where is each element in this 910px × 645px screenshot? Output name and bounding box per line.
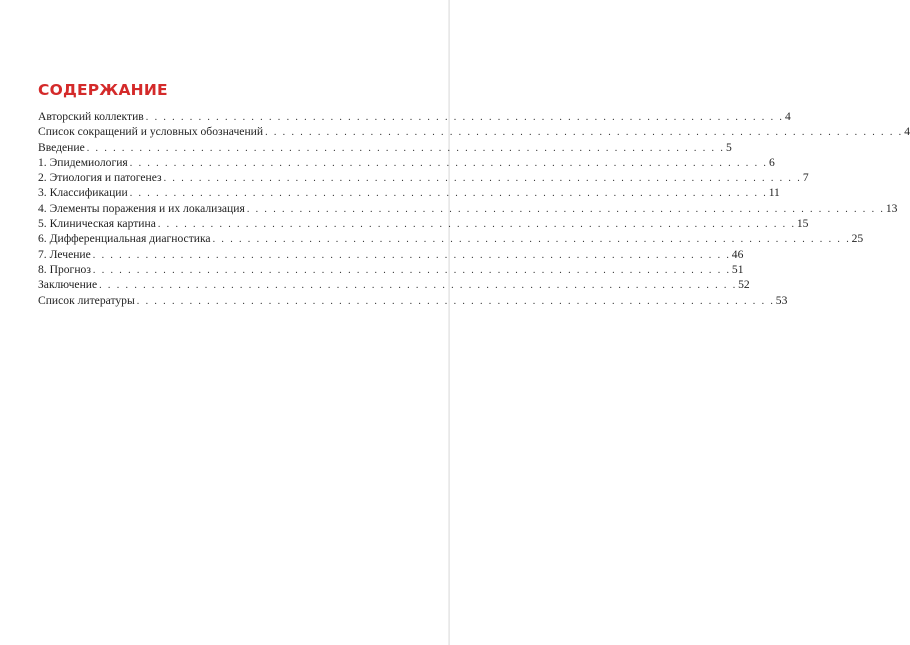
toc-entry xyxy=(38,125,910,140)
toc-entry-label: Введение xyxy=(38,140,85,154)
toc-entry-page-number: 51 xyxy=(731,262,744,276)
toc-entry-label: 2. Этиология и патогенез xyxy=(38,171,162,185)
toc-entry-page-number: 7 xyxy=(802,171,809,185)
toc-entry-label: 7. Лечение xyxy=(38,247,91,261)
toc-entry-leader: . . . . . . . . . . . . . . . . . . . . . . . . . . . . . . . . . . . . . . . . . . . . . . . . . . . . . . . . . . . . . . . . . . . . . . . . . xyxy=(92,264,731,276)
toc-entry-leader: . . . . . . . . . . . . . . . . . . . . . . . . . . . . . . . . . . . . . . . . . . . . . . . . . . . . . . . . . . . . . . . . . . . . . . . . . xyxy=(246,203,885,215)
table-of-contents xyxy=(38,80,910,309)
toc-entry-label: 5. Клиническая картина xyxy=(38,217,156,231)
toc-entry-page-number: 46 xyxy=(731,247,744,261)
toc-entry-leader: . . . . . . . . . . . . . . . . . . . . . . . . . . . . . . . . . . . . . . . . . . . . . . . . . . . . . . . . . . . . . . . . . . . . . . . . . xyxy=(145,112,784,123)
toc-entry-page-number: 52 xyxy=(738,278,750,292)
toc-entry-label: 8. Прогноз xyxy=(38,262,91,276)
toc-entry-leader: . . . . . . . . . . . . . . . . . . . . . . . . . . . . . . . . . . . . . . . . . . . . . . . . . . . . . . . . . . . . . . . . . . . . . . . . . xyxy=(157,219,796,231)
toc-entry-leader: . . . . . . . . . . . . . . . . . . . . . . . . . . . . . . . . . . . . . . . . . . . . . . . . . . . . . . . . . . . . . . . . . . . . . . . . . xyxy=(136,295,775,307)
toc-entry xyxy=(38,155,775,171)
toc-entry-label: 6. Дифференциальная диагностика xyxy=(38,232,211,246)
toc-entry xyxy=(38,262,744,278)
toc-entry-leader: . . . . . . . . . . . . . . . . . . . . . . . . . . . . . . . . . . . . . . . . . . . . . . . . . . . . . . . . . . . . . . . . . . . . . . . . . xyxy=(129,188,768,200)
toc-entry-page-number: 15 xyxy=(796,217,809,231)
toc-entry xyxy=(38,201,898,217)
toc-entry-page-number: 4 xyxy=(784,110,791,123)
toc-entry-leader: . . . . . . . . . . . . . . . . . . . . . . . . . . . . . . . . . . . . . . . . . . . . . . . . . . . . . . . . . . . . . . . . . . . . . . . . . xyxy=(265,127,904,139)
toc-entry xyxy=(38,217,809,232)
toc-entry-leader: . . . . . . . . . . . . . . . . . . . . . . . . . . . . . . . . . . . . . . . . . . . . . . . . . . . . . . . . . . . . . . . . . . . . . . . . . xyxy=(129,157,768,169)
toc-entry xyxy=(38,186,780,201)
toc-entry xyxy=(38,171,809,186)
toc-entry-page-number: 13 xyxy=(885,201,898,215)
toc-entry-label: Список литературы xyxy=(38,293,135,307)
toc-entry-page-number: 5 xyxy=(725,140,732,154)
toc-entry-page-number: 11 xyxy=(768,186,780,200)
toc-entry xyxy=(38,278,750,293)
toc-entry-page-number: 6 xyxy=(768,155,775,169)
toc-entry xyxy=(38,293,788,309)
toc-entry-leader: . . . . . . . . . . . . . . . . . . . . . . . . . . . . . . . . . . . . . . . . . . . . . . . . . . . . . . . . . . . . . . . . . . . . . . . . . xyxy=(92,249,731,261)
toc-entry-page-number: 4 xyxy=(904,125,910,139)
toc-list xyxy=(38,110,910,309)
toc-entry-label: 4. Элементы поражения и их локализация xyxy=(38,201,245,215)
page-edge xyxy=(448,0,450,645)
toc-entry-page-number: 25 xyxy=(851,232,864,246)
toc-entry xyxy=(38,232,864,247)
toc-title: СОДЕРЖАНИЕ xyxy=(38,81,168,99)
toc-entry-leader: . . . . . . . . . . . . . . . . . . . . . . . . . . . . . . . . . . . . . . . . . . . . . . . . . . . . . . . . . . . . . . . . . . . . . . . . . xyxy=(163,173,802,185)
toc-entry-leader: . . . . . . . . . . . . . . . . . . . . . . . . . . . . . . . . . . . . . . . . . . . . . . . . . . . . . . . . . . . . . . . . . . . . . . . . . xyxy=(99,280,738,292)
toc-entry-label: Заключение xyxy=(38,278,98,292)
toc-entry xyxy=(38,247,744,263)
toc-entry-label: 1. Эпидемиология xyxy=(38,155,128,169)
toc-entry xyxy=(38,110,791,125)
toc-entry xyxy=(38,140,732,156)
toc-entry-page-number: 53 xyxy=(775,293,788,307)
toc-entry-leader: . . . . . . . . . . . . . . . . . . . . . . . . . . . . . . . . . . . . . . . . . . . . . . . . . . . . . . . . . . . . . . . . . . . . . . . . . xyxy=(212,234,851,246)
toc-entry-leader: . . . . . . . . . . . . . . . . . . . . . . . . . . . . . . . . . . . . . . . . . . . . . . . . . . . . . . . . . . . . . . . . . . . . . . . . . xyxy=(86,142,725,154)
toc-entry-label: Список сокращений и условных обозначений xyxy=(38,125,264,139)
toc-entry-label: 3. Классификации xyxy=(38,186,128,200)
toc-entry-label: Авторский коллектив xyxy=(38,110,144,123)
